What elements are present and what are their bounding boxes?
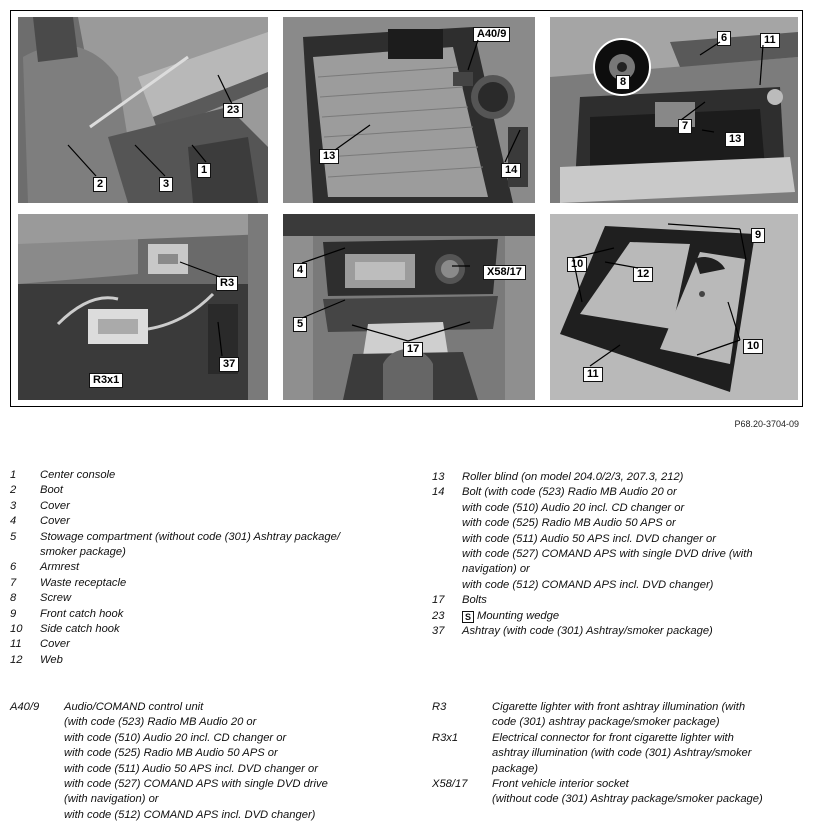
legend-item-text: Web xyxy=(40,653,63,666)
legend-item xyxy=(10,530,405,561)
photo-panel-roller-blind xyxy=(283,17,535,203)
legend-item xyxy=(432,624,802,639)
callout-label: 13 xyxy=(319,149,339,164)
legend-item-text: Ashtray (with code (301) Ashtray/smoker package) xyxy=(462,625,713,638)
legend-item xyxy=(432,777,807,808)
legend-item xyxy=(10,622,405,637)
legend-item-text: Cover xyxy=(40,499,70,512)
legend-item-text: Waste receptacle xyxy=(40,576,127,589)
legend-item-number: 8 xyxy=(10,592,17,605)
legend-right-column xyxy=(432,470,802,639)
legend-item-text: with code (527) COMAND APS with single DVD drive xyxy=(64,778,328,791)
legend-item-text: with code (525) Radio MB Audio 50 APS or xyxy=(462,517,676,530)
legend-item-text: with code (512) COMAND APS incl. DVD changer) xyxy=(462,578,714,591)
legend-item xyxy=(432,593,802,608)
callout-label: 23 xyxy=(223,103,243,118)
legend-item xyxy=(10,468,405,483)
legend-codes-right-column xyxy=(432,700,807,808)
legend-item-number: A40/9 xyxy=(10,701,40,713)
legend-item-text: Side catch hook xyxy=(40,623,120,636)
legend-item-text: with code (510) Audio 20 incl. CD changer or xyxy=(64,731,287,744)
callout-label: 9 xyxy=(751,228,765,243)
legend-item-text: with code (511) Audio 50 APS incl. DVD changer or xyxy=(462,532,716,545)
legend-item xyxy=(10,591,405,606)
callout-label: R3 xyxy=(216,276,238,291)
legend-item xyxy=(10,483,405,498)
photo-stowage xyxy=(283,214,535,400)
photo-panel-stowage xyxy=(283,214,535,400)
legend-left-column xyxy=(10,468,405,668)
figure-reference: P68.20-3704-09 xyxy=(734,419,799,429)
legend-item-number: 13 xyxy=(432,471,445,483)
callout-label: 14 xyxy=(501,163,521,178)
legend-item xyxy=(10,607,405,622)
legend-item-number: 10 xyxy=(10,623,23,636)
legend-item xyxy=(432,485,802,593)
callout-label: 12 xyxy=(633,267,653,282)
legend-item xyxy=(10,560,405,575)
callout-label: 8 xyxy=(616,75,630,90)
callout-label: 6 xyxy=(717,31,731,46)
legend-item xyxy=(432,731,807,777)
legend-item-text: Audio/COMAND control unit xyxy=(64,701,204,713)
legend-item-text: with code (527) COMAND APS with single DVD drive (with xyxy=(462,548,753,561)
callout-label: 11 xyxy=(583,367,603,382)
legend-item-text: navigation) or xyxy=(462,563,530,576)
legend-item-text: Bolts xyxy=(462,594,487,607)
legend-item-text: package) xyxy=(492,762,539,775)
legend-item-text: Roller blind (on model 204.0/2/3, 207.3, 212) xyxy=(462,471,684,483)
photo-roller-blind xyxy=(283,17,535,203)
legend-item-number: R3x1 xyxy=(432,731,459,744)
legend-item-text: with code (510) Audio 20 incl. CD changer or xyxy=(462,501,685,514)
legend-item-text: code (301) ashtray package/smoker package) xyxy=(492,716,720,729)
callout-label: 10 xyxy=(567,257,587,272)
legend-item-text: (with navigation) or xyxy=(64,793,159,806)
legend-item-number: R3 xyxy=(432,701,447,713)
callout-label: 7 xyxy=(678,119,692,134)
legend-item-number: X58/17 xyxy=(432,778,468,791)
legend-item-text: Front catch hook xyxy=(40,607,124,620)
legend-item xyxy=(10,576,405,591)
legend-item-text: Front vehicle interior socket xyxy=(492,778,629,791)
legend-item xyxy=(10,700,410,823)
legend-item-text: Electrical connector for front cigarette lighter with xyxy=(492,731,734,744)
legend-item-number: 7 xyxy=(10,576,17,589)
callout-label: 10 xyxy=(743,339,763,354)
legend-item-text: with code (525) Radio MB Audio 50 APS or xyxy=(64,747,278,760)
legend-item-text: (without code (301) Ashtray package/smoker package) xyxy=(492,793,763,806)
legend-item-text: Stowage compartment (without code (301) Ashtray package/ xyxy=(40,530,340,543)
legend-item xyxy=(10,514,405,529)
legend-item-text: (with code (523) Radio MB Audio 20 or xyxy=(64,716,257,729)
legend-item xyxy=(10,499,405,514)
legend-item-text: Bolt (with code (523) Radio MB Audio 20 or xyxy=(462,486,677,499)
callout-label: 11 xyxy=(760,33,780,48)
legend-item-number: 6 xyxy=(10,561,17,574)
legend-item-text: Cover xyxy=(40,515,70,528)
callout-label: 13 xyxy=(725,132,745,147)
legend-item-number: 11 xyxy=(10,638,22,651)
legend-item-number: 12 xyxy=(10,653,23,666)
legend-item-number: 14 xyxy=(432,486,445,499)
legend-item-number: 3 xyxy=(10,499,17,512)
legend-item-number: 5 xyxy=(10,530,17,543)
callout-label: 2 xyxy=(93,177,107,192)
callout-label: 4 xyxy=(293,263,307,278)
legend-codes-left-column xyxy=(10,700,410,823)
legend-item-number: 23 xyxy=(432,609,445,622)
callout-label: X58/17 xyxy=(483,265,526,280)
legend-item xyxy=(432,609,802,624)
callout-label: 5 xyxy=(293,317,307,332)
legend-item-number: 17 xyxy=(432,594,445,607)
legend-item xyxy=(432,470,802,485)
legend-item-number: 2 xyxy=(10,484,17,497)
legend-item-text: smoker package) xyxy=(40,546,126,559)
legend-item xyxy=(10,653,405,668)
legend-item-text: with code (511) Audio 50 APS incl. DVD changer or xyxy=(64,762,318,775)
legend-item-text: Cigarette lighter with front ashtray illumination (with xyxy=(492,701,746,713)
legend-item-text: with code (512) COMAND APS incl. DVD changer) xyxy=(64,808,316,821)
figure-frame xyxy=(10,10,803,407)
callout-label: A40/9 xyxy=(473,27,510,42)
legend-item-text: Screw xyxy=(40,592,72,605)
legend-item-text: S Mounting wedge xyxy=(432,609,802,624)
callout-label: 17 xyxy=(403,342,423,357)
legend-item-text: Boot xyxy=(40,484,64,497)
special-tool-icon: S xyxy=(462,611,474,623)
callout-label: 1 xyxy=(197,163,211,178)
legend-item-text: Cover xyxy=(40,638,70,651)
legend-item-text: Center console xyxy=(40,469,116,481)
legend-item-number: 1 xyxy=(10,469,17,481)
legend-item-number: 9 xyxy=(10,607,17,620)
legend-item-number: 37 xyxy=(432,625,445,638)
callout-label: 3 xyxy=(159,177,173,192)
legend-item-text: Armrest xyxy=(40,561,80,574)
legend-item-number: 4 xyxy=(10,515,17,528)
photo-ashtray xyxy=(18,214,268,400)
legend-item-text: ashtray illumination (with code (301) Ashtray/smoker xyxy=(492,747,752,760)
callout-label: R3x1 xyxy=(89,373,123,388)
callout-label: 37 xyxy=(219,357,239,372)
photo-panel-ashtray xyxy=(18,214,268,400)
legend-item xyxy=(432,700,807,731)
legend-item xyxy=(10,637,405,652)
